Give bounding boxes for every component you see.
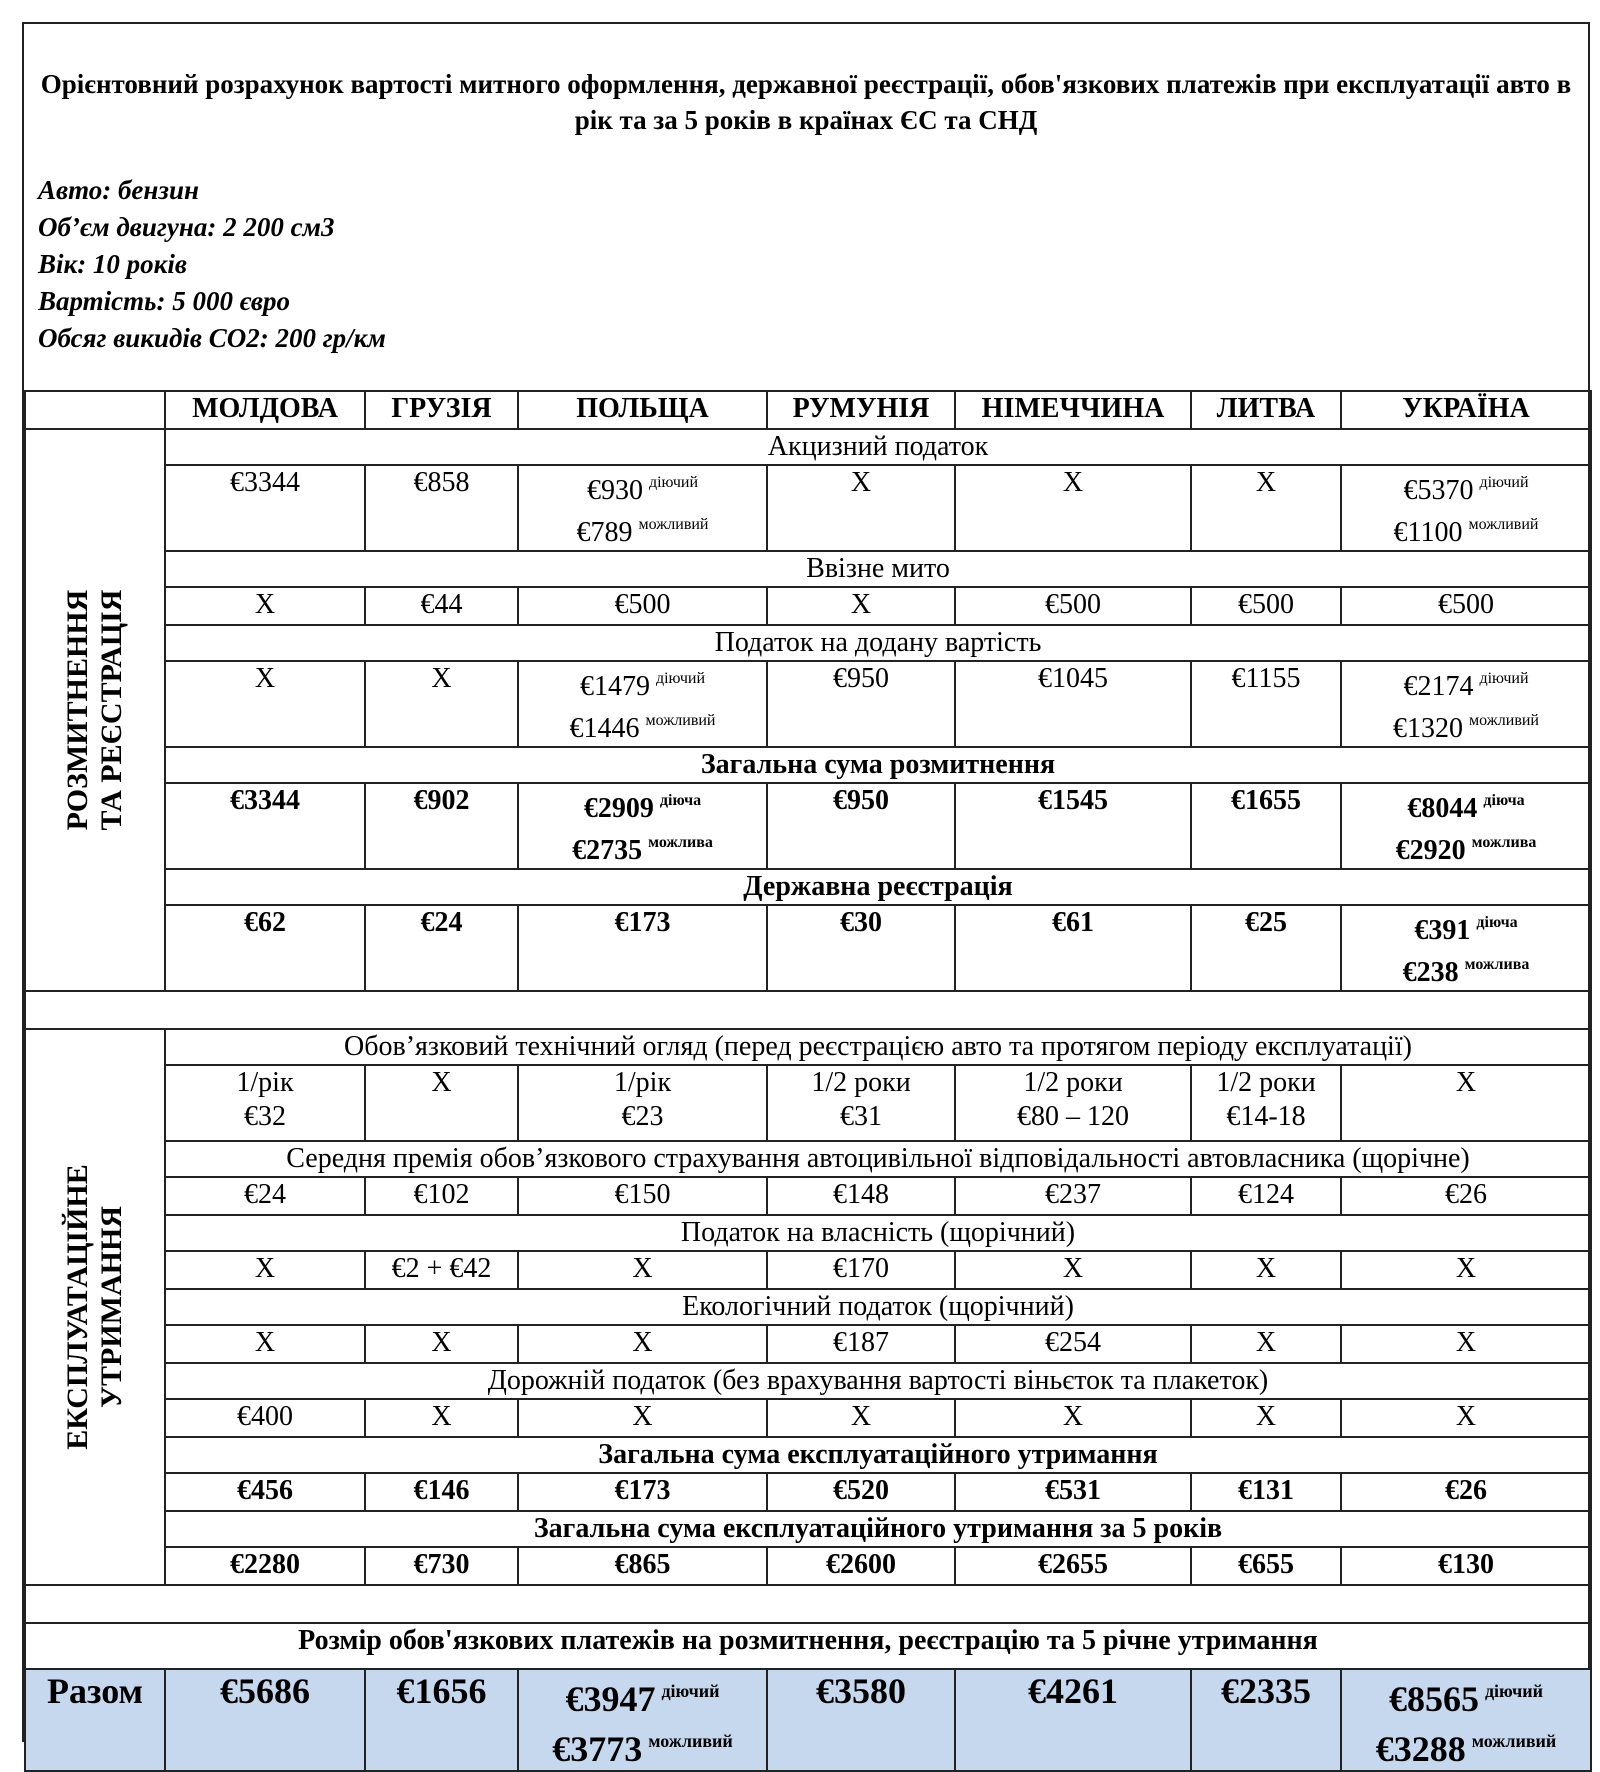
section-spacer	[25, 991, 1591, 1029]
cell: 1/2 роки €80 – 120	[955, 1065, 1191, 1141]
cell: €1479 $^{діючий}$ €1446 $^{можливий}$	[518, 661, 767, 747]
cell: €150	[518, 1177, 767, 1215]
cell: €124	[1191, 1177, 1341, 1215]
cell: €102	[365, 1177, 518, 1215]
cell: €26	[1341, 1177, 1591, 1215]
total-germany: €4261	[955, 1669, 1191, 1771]
total-lithuania: €2335	[1191, 1669, 1341, 1771]
cell: 1/рік €23	[518, 1065, 767, 1141]
cell: €254	[955, 1325, 1191, 1363]
total-moldova: €5686	[165, 1669, 365, 1771]
property-tax-values-row	[25, 1251, 1591, 1289]
cell: €2600	[767, 1547, 955, 1585]
spec-engine-volume: Об’єм двигуна: 2 200 см3	[38, 212, 335, 242]
eco-tax-values-row	[25, 1325, 1591, 1363]
cell: €130	[1341, 1547, 1591, 1585]
cell: €456	[165, 1473, 365, 1511]
header-germany: НІМЕЧЧИНА	[955, 391, 1191, 429]
cell: X	[1191, 465, 1341, 551]
cell: €8044 $^{діюча}$ €2920 $^{можлива}$	[1341, 783, 1591, 869]
eco-tax-title-row	[25, 1289, 1591, 1325]
insurance-title: Середня премія обов’язкового страхування автоцивільної відповідальності автовласника (щорічне)	[165, 1141, 1591, 1177]
total-poland: €3947 $^{діючий}$ €3773 $^{можливий}$	[518, 1669, 767, 1771]
spec-co2: Обсяг викидів СО2: 200 гр/км	[38, 323, 386, 353]
maintenance-5y-title: Загальна сума експлуатаційного утримання за 5 років	[165, 1511, 1591, 1547]
cell: X	[518, 1325, 767, 1363]
summary-title: Розмір обов'язкових платежів на розмитнення, реєстрацію та 5 річне утримання	[25, 1623, 1591, 1669]
cell: €61	[955, 905, 1191, 991]
cell: €2909 $^{діюча}$ €2735 $^{можлива}$	[518, 783, 767, 869]
property-tax-title: Податок на власність (щорічний)	[165, 1215, 1591, 1251]
cell: €30	[767, 905, 955, 991]
cell: €170	[767, 1251, 955, 1289]
summary-row-label: Разом	[25, 1669, 165, 1771]
section-maintenance-label: ЕКСПЛУАТАЦІЙНЕ УТРИМАННЯ	[61, 1164, 128, 1450]
cell: €146	[365, 1473, 518, 1511]
title-block	[24, 24, 1588, 392]
cell: X	[767, 587, 955, 625]
header-georgia: ГРУЗІЯ	[365, 391, 518, 429]
inspection-title-row	[25, 1029, 1591, 1065]
header-lithuania: ЛИТВА	[1191, 391, 1341, 429]
cell: X	[955, 1399, 1191, 1437]
import-duty-values-row	[25, 587, 1591, 625]
spec-age: Вік: 10 років	[38, 249, 187, 279]
summary-spacer	[25, 1585, 1591, 1623]
cell: €26	[1341, 1473, 1591, 1511]
cell: X	[165, 661, 365, 747]
document-sheet	[22, 22, 1590, 1769]
road-tax-title: Дорожній податок (без врахування вартості віньєток та плакеток)	[165, 1363, 1591, 1399]
cell: €24	[365, 905, 518, 991]
property-tax-title-row	[25, 1215, 1591, 1251]
cell: X	[767, 1399, 955, 1437]
vat-values-row	[25, 661, 1591, 747]
section-customs-label: РОЗМИТНЕННЯ ТА РЕЄСТРАЦІЯ	[61, 589, 128, 831]
insurance-title-row	[25, 1141, 1591, 1177]
cell: €173	[518, 905, 767, 991]
maintenance-5y-title-row	[25, 1511, 1591, 1547]
car-specs	[38, 172, 386, 357]
cell: X	[1191, 1251, 1341, 1289]
import-duty-title-row	[25, 551, 1591, 587]
inspection-title: Обов’язковий технічний огляд (перед реєстрацією авто та протягом періоду експлуатації)	[165, 1029, 1591, 1065]
cell: €391 $^{діюча}$ €238 $^{можлива}$	[1341, 905, 1591, 991]
cell: €237	[955, 1177, 1191, 1215]
cell: €865	[518, 1547, 767, 1585]
cell: X	[1341, 1251, 1591, 1289]
document-title: Орієнтовний розрахунок вартості митного оформлення, державної реєстрації, обов'язкових платежів при експлуатації авто в рік та за 5 років в країнах ЄС та СНД	[40, 69, 1572, 135]
header-corner	[25, 391, 165, 429]
cell: €500	[1191, 587, 1341, 625]
cell: X	[1191, 1325, 1341, 1363]
cell: €2280	[165, 1547, 365, 1585]
maintenance-total-title-row	[25, 1437, 1591, 1473]
cell: X	[767, 465, 955, 551]
cell: X	[1341, 1399, 1591, 1437]
cell: X	[1191, 1399, 1341, 1437]
cell: X	[1341, 1065, 1591, 1141]
cell: €730	[365, 1547, 518, 1585]
cell: €500	[518, 587, 767, 625]
cell: X	[365, 1399, 518, 1437]
registration-values-row	[25, 905, 1591, 991]
cell: €950	[767, 661, 955, 747]
cell: €520	[767, 1473, 955, 1511]
excise-values-row	[25, 465, 1591, 551]
header-romania: РУМУНІЯ	[767, 391, 955, 429]
cell: €173	[518, 1473, 767, 1511]
maintenance-5y-values-row	[25, 1547, 1591, 1585]
inspection-values-row	[25, 1065, 1591, 1141]
cell: €902	[365, 783, 518, 869]
cell: €531	[955, 1473, 1191, 1511]
maintenance-total-title: Загальна сума експлуатаційного утримання	[165, 1437, 1591, 1473]
cell: €5370 $^{діючий}$ €1100 $^{можливий}$	[1341, 465, 1591, 551]
maintenance-total-values-row	[25, 1473, 1591, 1511]
cell: €2 + €42	[365, 1251, 518, 1289]
cell: €1545	[955, 783, 1191, 869]
cell: X	[365, 1065, 518, 1141]
excise-title-row	[25, 429, 1591, 465]
insurance-values-row	[25, 1177, 1591, 1215]
country-header-row	[25, 391, 1591, 429]
cell: X	[518, 1251, 767, 1289]
customs-total-title: Загальна сума розмитнення	[165, 747, 1591, 783]
cell: €500	[955, 587, 1191, 625]
header-poland: ПОЛЬЩА	[518, 391, 767, 429]
header-moldova: МОЛДОВА	[165, 391, 365, 429]
cell: 1/2 роки €14-18	[1191, 1065, 1341, 1141]
cell: €858	[365, 465, 518, 551]
cell: €44	[365, 587, 518, 625]
cell: €1155	[1191, 661, 1341, 747]
registration-title-row	[25, 869, 1591, 905]
excise-title: Акцизний податок	[165, 429, 1591, 465]
cell: €655	[1191, 1547, 1341, 1585]
cell: 1/2 роки €31	[767, 1065, 955, 1141]
total-ukraine: €8565 $^{діючий}$ €3288 $^{можливий}$	[1341, 1669, 1591, 1771]
customs-total-title-row	[25, 747, 1591, 783]
cell: X	[365, 1325, 518, 1363]
cost-comparison-table	[24, 390, 1592, 1772]
header-ukraine: УКРАЇНА	[1341, 391, 1591, 429]
cell: X	[955, 1251, 1191, 1289]
spec-price: Вартість: 5 000 євро	[38, 286, 290, 316]
summary-totals-row	[25, 1669, 1591, 1771]
cell: €2174 $^{діючий}$ €1320 $^{можливий}$	[1341, 661, 1591, 747]
cell: €950	[767, 783, 955, 869]
cell: 1/рік €32	[165, 1065, 365, 1141]
cell: X	[165, 1325, 365, 1363]
registration-title: Державна реєстрація	[165, 869, 1591, 905]
section-maintenance	[25, 1029, 165, 1585]
road-tax-values-row	[25, 1399, 1591, 1437]
cell: €1655	[1191, 783, 1341, 869]
cell: €2655	[955, 1547, 1191, 1585]
cell: €148	[767, 1177, 955, 1215]
cell: €24	[165, 1177, 365, 1215]
cell: €62	[165, 905, 365, 991]
spec-fuel: Авто: бензин	[38, 175, 199, 205]
cell: X	[165, 1251, 365, 1289]
cell: €131	[1191, 1473, 1341, 1511]
cell: X	[365, 661, 518, 747]
cell: €3344	[165, 465, 365, 551]
cell: X	[518, 1399, 767, 1437]
cell: X	[955, 465, 1191, 551]
cell: €25	[1191, 905, 1341, 991]
summary-title-row	[25, 1623, 1591, 1669]
total-romania: €3580	[767, 1669, 955, 1771]
import-duty-title: Ввізне мито	[165, 551, 1591, 587]
cell: €500	[1341, 587, 1591, 625]
cell: €187	[767, 1325, 955, 1363]
cell: €930 $^{діючий}$ €789 $^{можливий}$	[518, 465, 767, 551]
eco-tax-title: Екологічний податок (щорічний)	[165, 1289, 1591, 1325]
vat-title: Податок на додану вартість	[165, 625, 1591, 661]
total-georgia: €1656	[365, 1669, 518, 1771]
cell: X	[165, 587, 365, 625]
vat-title-row	[25, 625, 1591, 661]
cell: €400	[165, 1399, 365, 1437]
cell: €1045	[955, 661, 1191, 747]
cell: €3344	[165, 783, 365, 869]
road-tax-title-row	[25, 1363, 1591, 1399]
cell: X	[1341, 1325, 1591, 1363]
section-customs-registration	[25, 429, 165, 991]
customs-total-values-row	[25, 783, 1591, 869]
